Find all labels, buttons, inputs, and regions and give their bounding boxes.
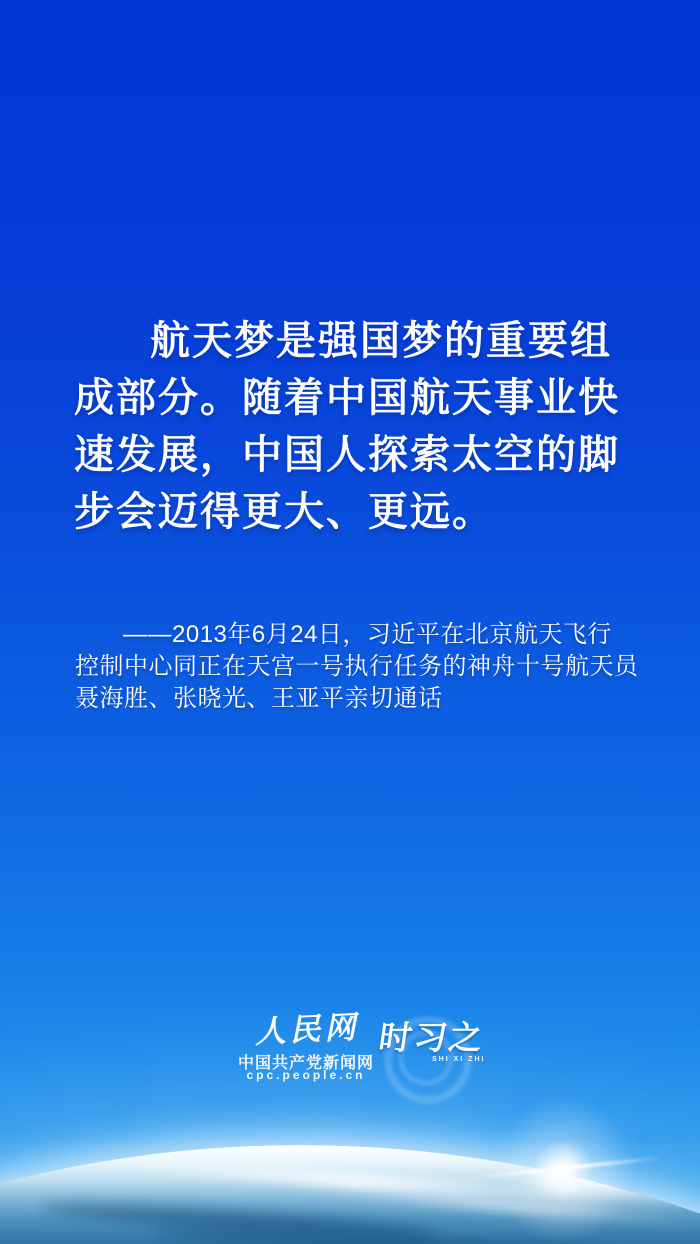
quote-line: 速发展，中国人探索太空的脚 [74,431,620,478]
quote-line: 成部分。随着中国航天事业快 [74,374,620,421]
cpc-news-url: cpc.people.cn [246,1068,366,1082]
cpc-news-site-label: 中国共产党新闻网 [238,1055,375,1072]
attribution-line: 聂海胜、张晓光、王亚平亲切通话 [75,685,443,712]
people-network-logo: 人民网 [253,1009,361,1051]
shixizhi-romanized-label: SHI XI ZHI [432,1056,486,1063]
attribution-line: ——2013年6月24日，习近平在北京航天飞行 [123,621,612,648]
quote-line: 航天梦是强国梦的重要组 [150,317,612,364]
quote-line: 步会迈得更大、更远。 [74,488,494,535]
attribution-line: 控制中心同正在天宫一号执行任务的神舟十号航天员 [75,653,639,680]
quote-text [74,312,634,540]
shixizhi-logo: 时习之 [376,1019,487,1056]
quote-attribution [75,619,640,715]
